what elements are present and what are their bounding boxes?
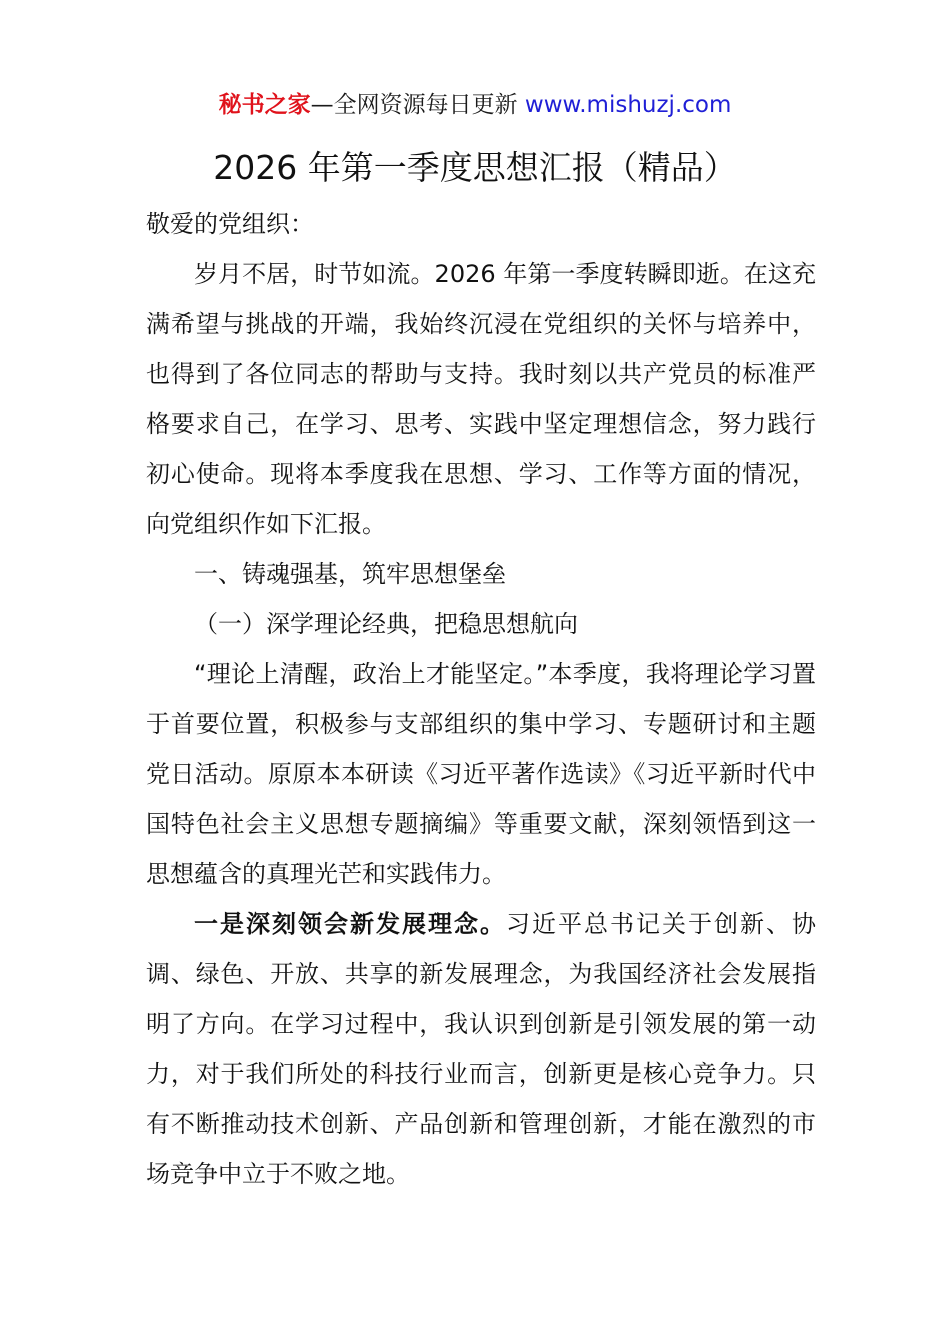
site-brand: 秘书之家 — [218, 92, 311, 118]
point-1-lead: 一是深刻领会新发展理念。 — [194, 910, 506, 938]
paragraph-intro: 岁月不居，时节如流。2026 年第一季度转瞬即逝。在这充满希望与挑战的开端，我始终沉浸在党组织的关怀与培养中，也得到了各位同志的帮助与支持。我时刻以共产党员的标准严格要求自己，在学习、思考、实践中坚定理想信念，努力践行初心使命。现将本季度我在思想、学习、工作等方面的情况，向党组织作如下汇报。 — [146, 260, 816, 538]
site-url-link[interactable]: www.mishuzj.com — [524, 92, 732, 118]
document-body — [146, 199, 816, 1199]
site-tagline: —全网资源每日更新 — [310, 92, 518, 118]
site-header — [0, 86, 950, 124]
paragraph-point-1 — [146, 899, 816, 1199]
point-1-text: 习近平总书记关于创新、协调、绿色、开放、共享的新发展理念，为我国经济社会发展指明了方向。在学习过程中，我认识到创新是引领发展的第一动力，对于我们所处的科技行业而言，创新更是核心竞争力。只有不断推动技术创新、产品创新和管理创新，才能在激烈的市场竞争中立于不败之地。 — [146, 910, 816, 1188]
subsection-heading: （一）深学理论经典，把稳思想航向 — [194, 610, 578, 638]
salutation: 敬爱的党组织： — [146, 210, 314, 238]
document-title: 2026 年第一季度思想汇报（精品） — [213, 148, 737, 187]
paragraph-theory: “理论上清醒，政治上才能坚定。”本季度，我将理论学习置于首要位置，积极参与支部组织的集中学习、专题研讨和主题党日活动。原原本本研读《习近平著作选读》《习近平新时代中国特色社会主义思想专题摘编》等重要文献，深刻领悟到这一思想蕴含的真理光芒和实践伟力。 — [146, 660, 816, 888]
section-heading: 一、铸魂强基，筑牢思想堡垒 — [194, 560, 506, 588]
